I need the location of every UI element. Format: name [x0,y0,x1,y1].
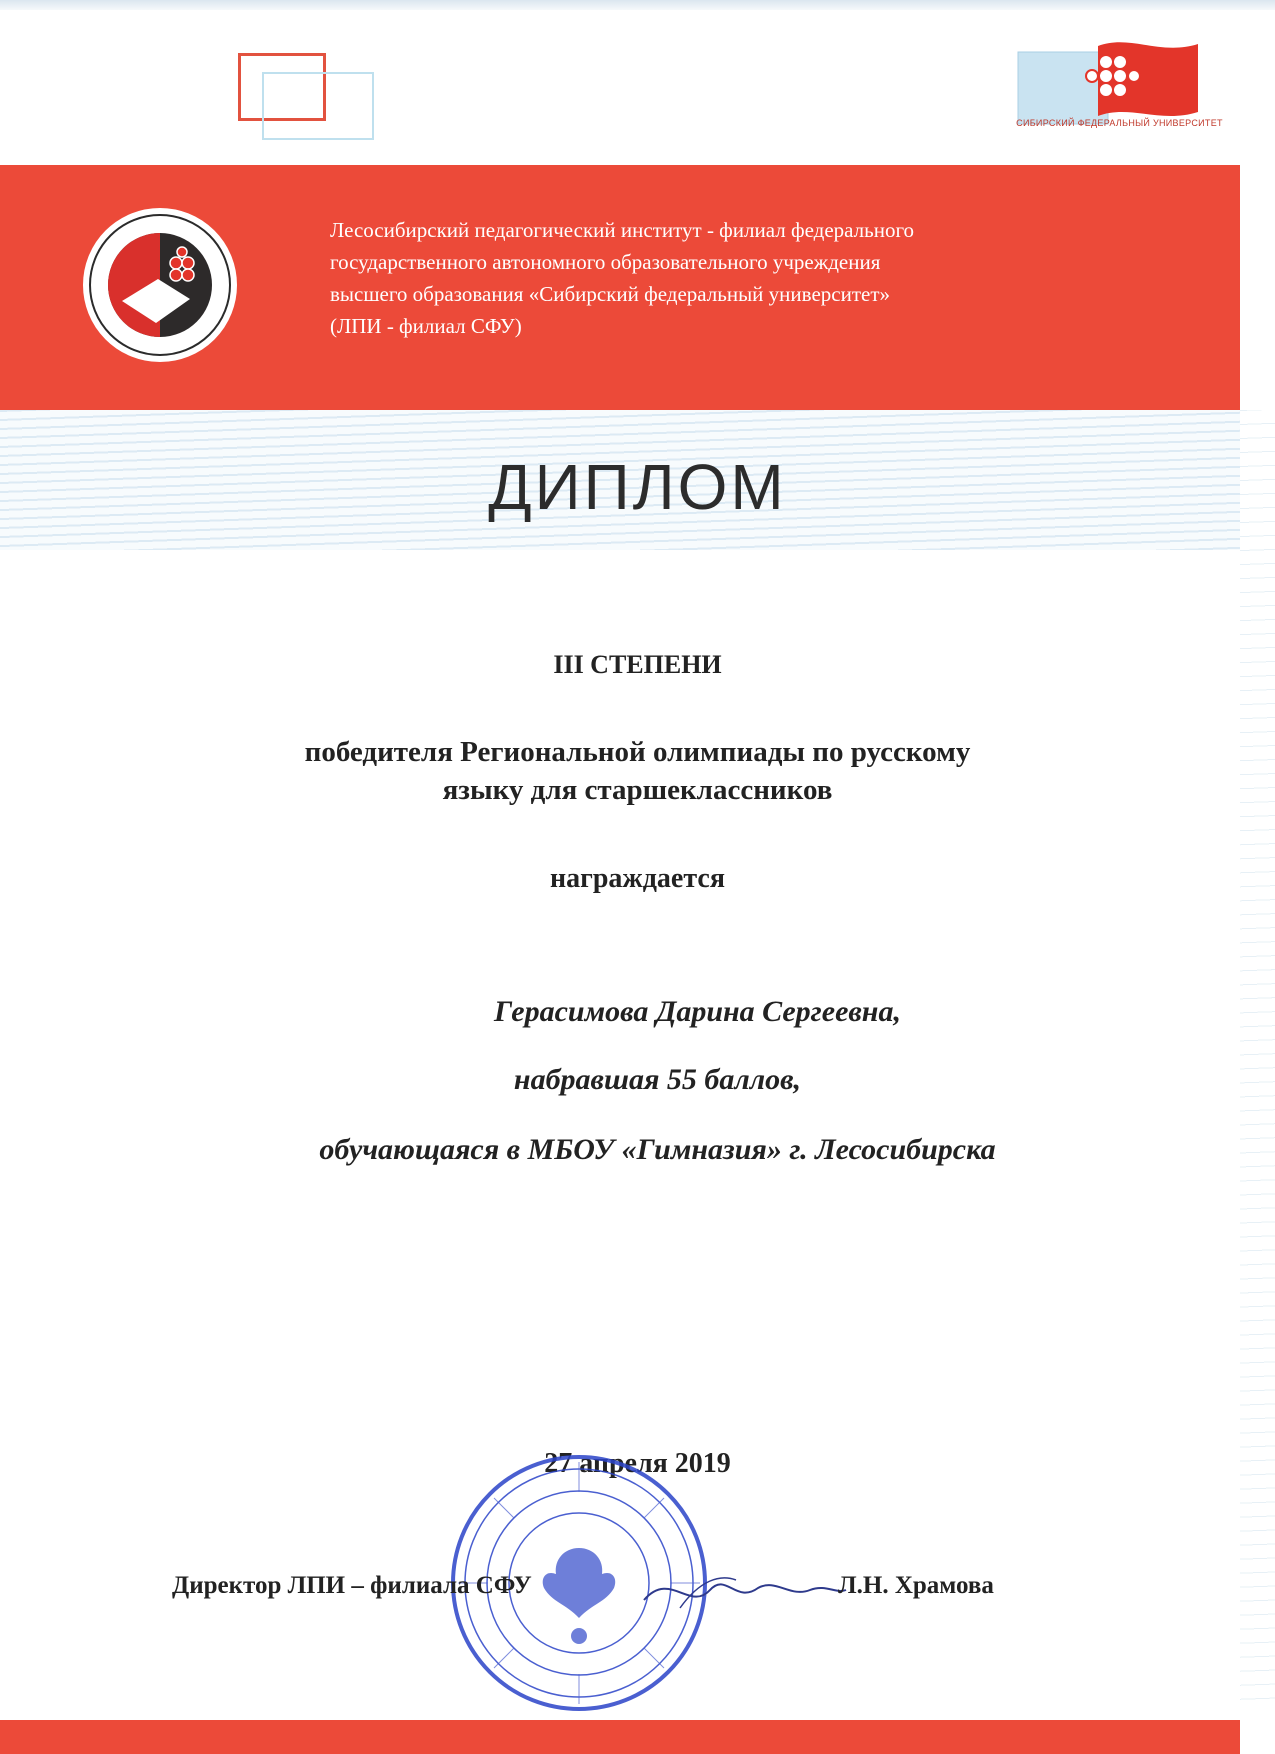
right-edge-stripes [1240,410,1275,1710]
signer-role: Директор ЛПИ – филиала СФУ [172,1572,532,1599]
recipient-school: обучающаяся в МБОУ «Гимназия» г. Лесосибирска [319,1133,996,1166]
recipient-name: Герасимова Дарина Сергеевна, [494,995,901,1028]
institution-line: (ЛПИ - филиал СФУ) [330,314,522,338]
institution-line: Лесосибирский педагогический институт - филиал федерального [330,218,915,242]
degree-label: III СТЕПЕНИ [553,650,722,679]
sfu-logo-icon [1010,32,1230,132]
institution-line: высшего образования «Сибирский федеральный университет» [330,282,890,306]
lpi-emblem-icon [80,205,240,365]
decorative-frame-blue [262,72,374,140]
institution-name [330,214,1210,342]
recipient-score: набравшая 55 баллов, [513,1063,802,1096]
issue-date: 27 апреля 2019 [544,1448,731,1479]
footer-band [0,1720,1240,1754]
top-edge-strip [0,0,1275,10]
winner-line: победителя Региональной олимпиады по русскому [304,736,971,768]
institution-line: государственного автономного образовательного учреждения [330,250,881,274]
winner-line: языку для старшеклассников [442,774,833,806]
signature-icon [640,1560,850,1620]
sfu-logo-caption: СИБИРСКИЙ ФЕДЕРАЛЬНЫЙ УНИВЕРСИТЕТ [1016,118,1223,128]
signer-name: Л.Н. Храмова [838,1572,994,1599]
winner-description [0,733,1275,809]
awarded-label: награждается [550,863,725,894]
page-title: ДИПЛОМ [488,451,787,523]
